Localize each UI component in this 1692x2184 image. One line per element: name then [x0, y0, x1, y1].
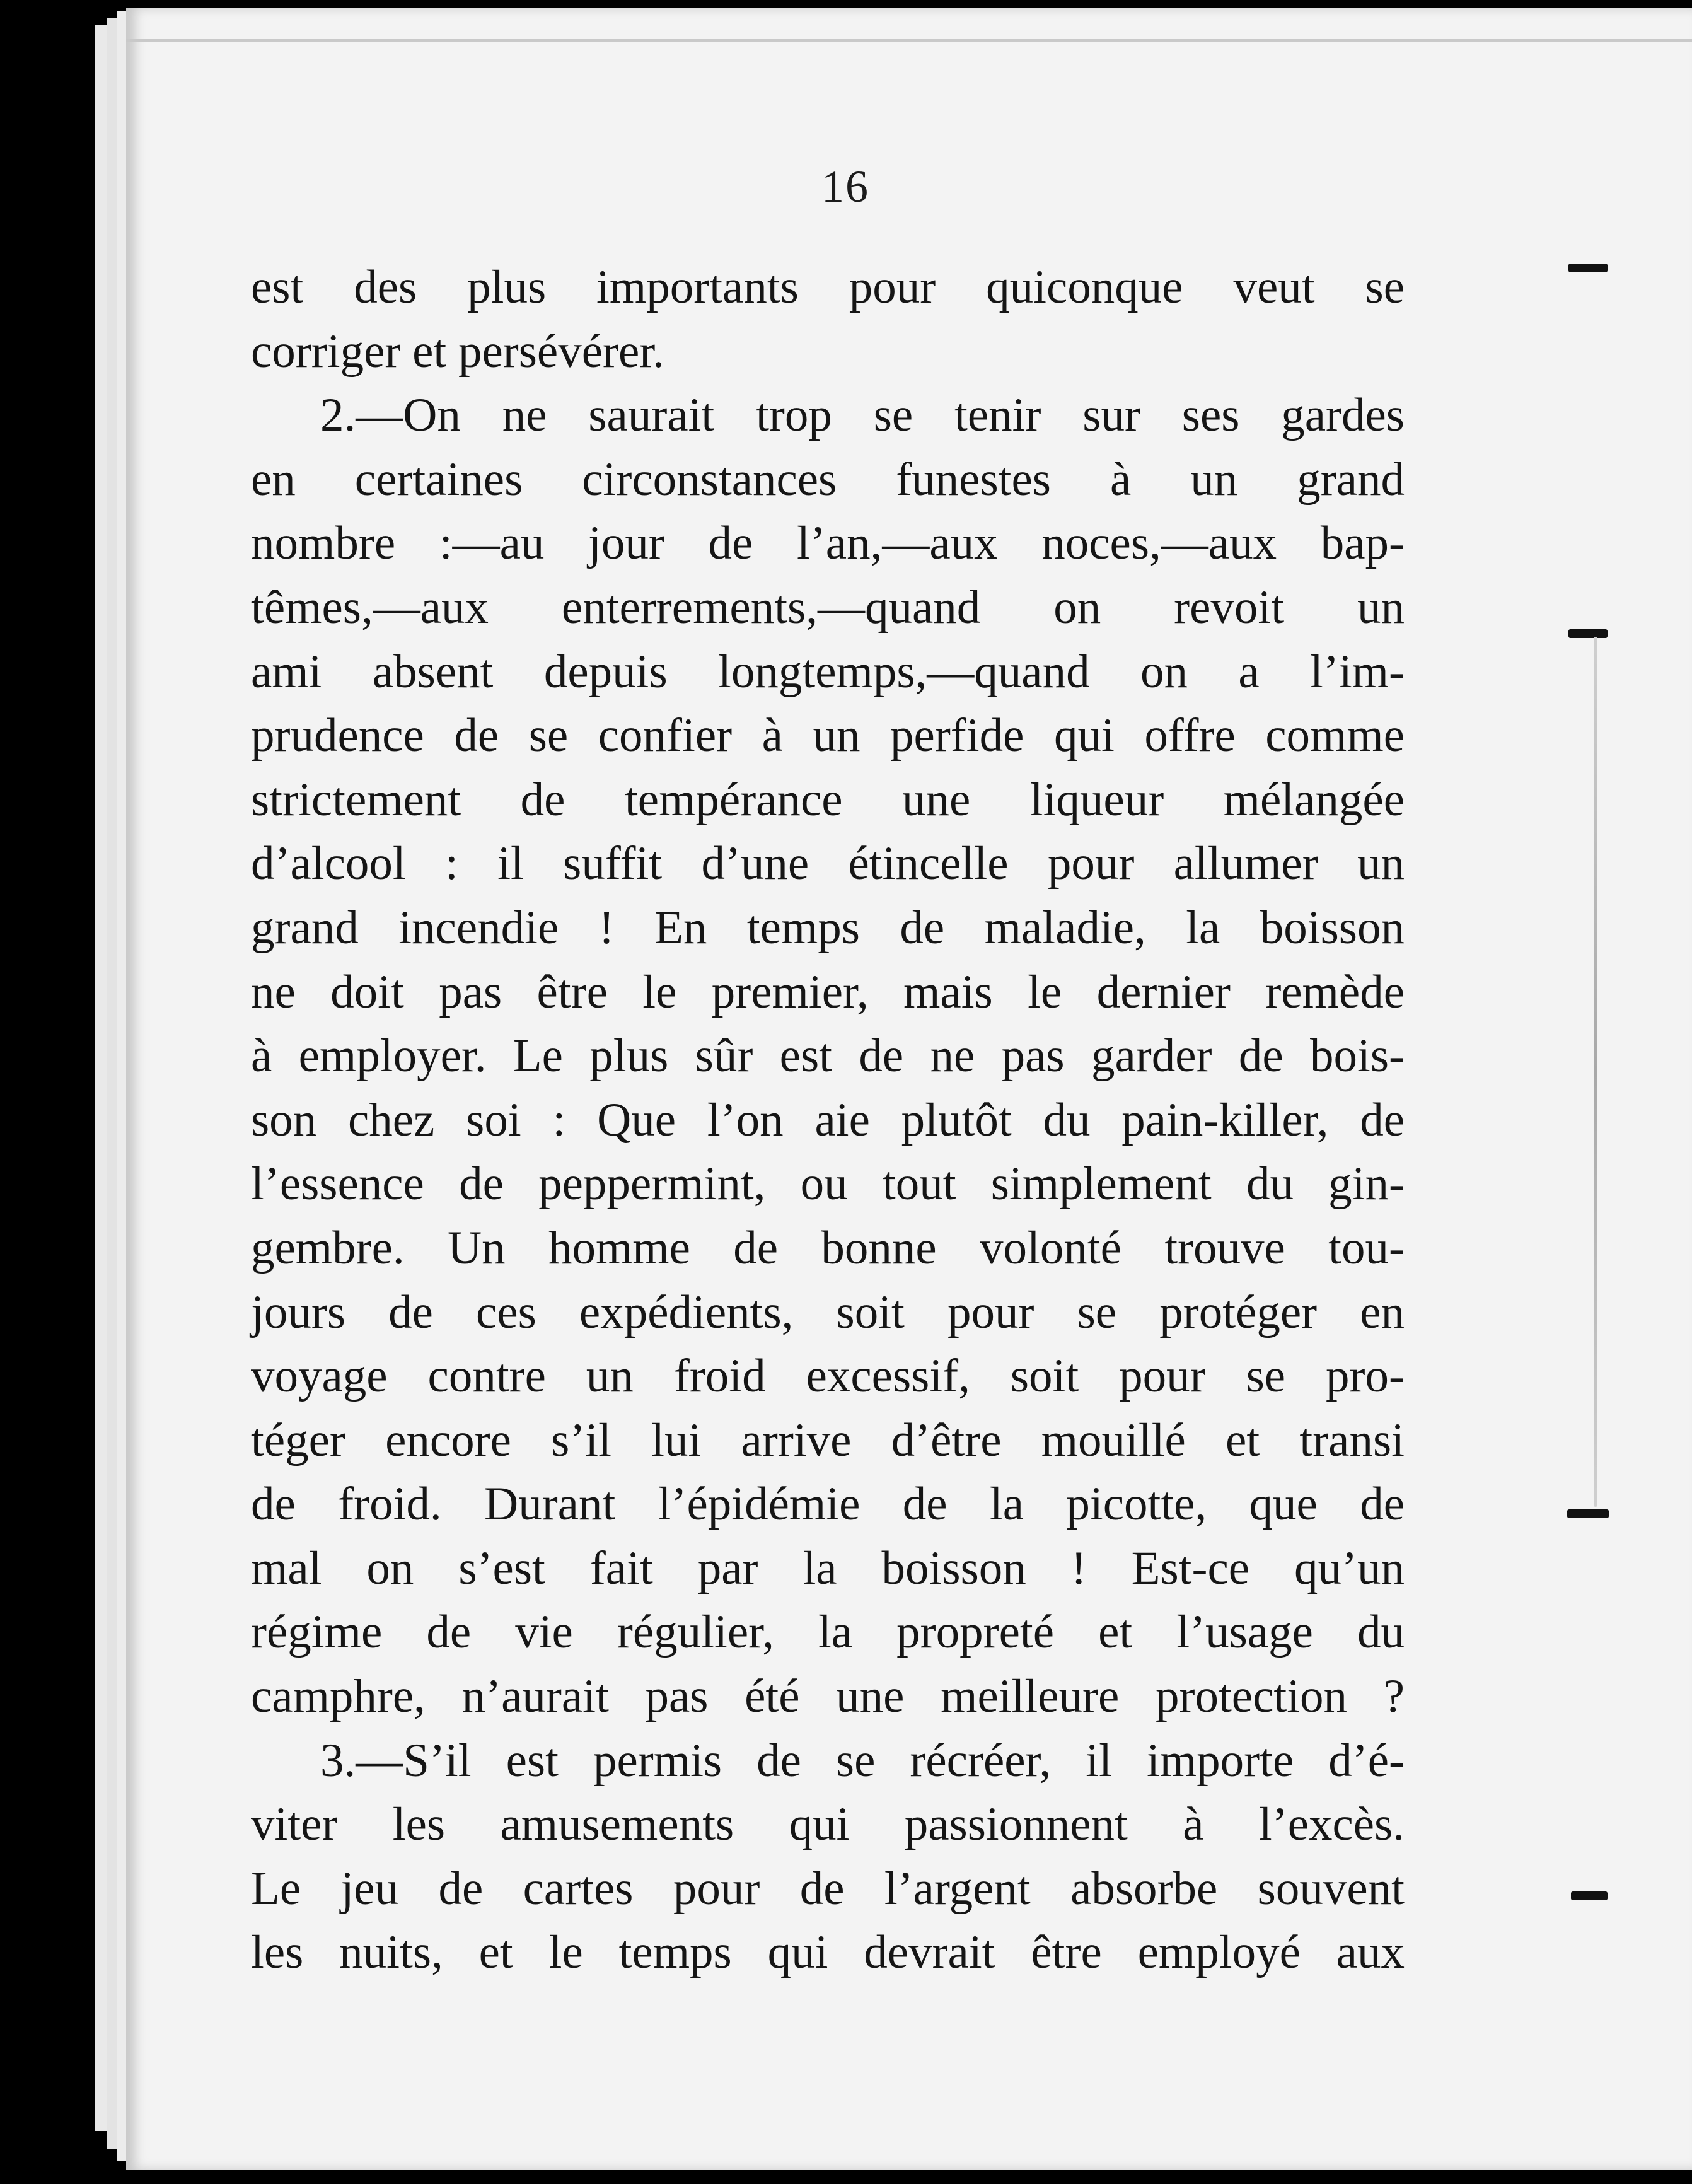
text-line: de froid. Durant l’épidémie de la picotte, que de	[251, 1478, 1405, 1531]
text-line: prudence de se confier à un perfide qui offre comme	[251, 709, 1405, 762]
text-line: strictement de tempérance une liqueur mélangée	[251, 773, 1405, 826]
text-line: régime de vie régulier, la propreté et l’usage du	[251, 1606, 1405, 1659]
text-line: Le jeu de cartes pour de l’argent absorbe souvent	[251, 1862, 1405, 1915]
text-line: camphre, n’aurait pas été une meilleure protection ?	[251, 1670, 1405, 1723]
page-top-edge	[126, 39, 1692, 42]
text-line: grand incendie ! En temps de maladie, la boisson	[251, 901, 1405, 954]
binding-thread	[1594, 637, 1597, 1507]
text-line: en certaines circonstances funestes à un grand	[251, 453, 1405, 506]
margin-mark-4	[1571, 1891, 1608, 1900]
margin-mark-2	[1568, 629, 1608, 638]
text-line: son chez soi : Que l’on aie plutôt du pain-killer, de	[251, 1093, 1405, 1146]
text-line: est des plus importants pour quiconque veut se	[251, 261, 1405, 313]
margin-mark-3	[1567, 1509, 1609, 1518]
text-line: mal on s’est fait par la boisson ! Est-ce qu’un	[251, 1542, 1405, 1594]
text-line: ami absent depuis longtemps,—quand on a l’im-	[251, 645, 1405, 698]
text-line: les nuits, et le temps qui devrait être employé aux	[251, 1926, 1405, 1979]
text-line: l’essence de peppermint, ou tout simplement du gin-	[251, 1158, 1405, 1211]
text-line: 2.—On ne saurait trop se tenir sur ses gardes	[320, 389, 1405, 442]
text-line: nombre :—au jour de l’an,—aux noces,—aux bap-	[251, 517, 1405, 570]
text-line: 3.—S’il est permis de se récréer, il importe d’é-	[320, 1734, 1405, 1787]
text-line: ne doit pas être le premier, mais le dernier remède	[251, 965, 1405, 1018]
text-line: corriger et persévérer.	[251, 325, 664, 378]
text-line: voyage contre un froid excessif, soit pour se pro-	[251, 1350, 1405, 1403]
text-line: d’alcool : il suffit d’une étincelle pour allumer un	[251, 837, 1405, 890]
margin-mark-1	[1568, 264, 1608, 272]
text-line: téger encore s’il lui arrive d’être mouillé et transi	[251, 1414, 1405, 1467]
text-line: viter les amusements qui passionnent à l’excès.	[251, 1798, 1405, 1851]
text-line: gembre. Un homme de bonne volonté trouve tou-	[251, 1221, 1405, 1274]
text-line: têmes,—aux enterrements,—quand on revoit un	[251, 581, 1405, 634]
page-number: 16	[821, 161, 869, 212]
text-line: jours de ces expédients, soit pour se protéger en	[251, 1286, 1405, 1339]
text-line: à employer. Le plus sûr est de ne pas garder de bois-	[251, 1030, 1405, 1083]
body-text	[251, 255, 1405, 1985]
